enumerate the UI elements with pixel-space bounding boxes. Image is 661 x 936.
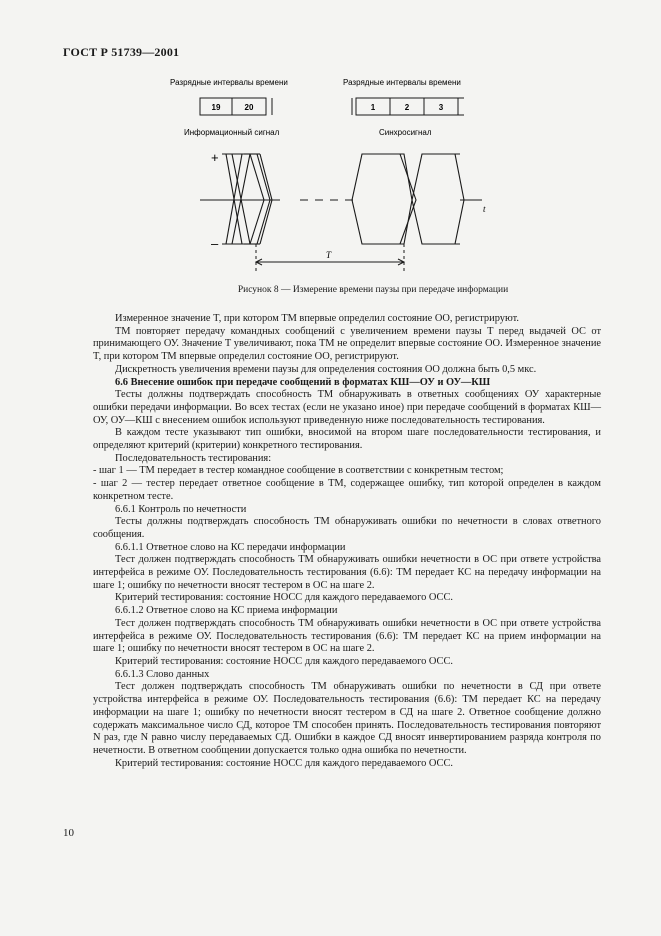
cell-label: 20 [244,103,254,112]
subsection-heading: 6.6.1.2 Ответное слово на КС приема информации [115,605,338,617]
t-interval-label: T [326,250,332,260]
cell-label: 2 [404,103,410,112]
paragraph: Измеренное значение T, при котором ТМ впервые определил состояние ОО, регистрируют. [115,313,519,324]
timing-diagram [160,72,500,282]
minus-level-label: – [211,236,219,251]
right-interval-title: Разрядные интервалы времени [343,78,461,87]
paragraph: Тест должен подтверждать способность ТМ обнаруживать ошибки нечетности в ОС при ответе устройства интерфейса в режиме ОУ. Последовательность тестирования (6.6): ТМ передает КС на передачу информации на шаге 1; ошибку по нечетности вносят тестером в ОС на шаге 2. [93,554,601,591]
info-signal-waveform [222,154,272,244]
subsection-heading: 6.6.1.1 Ответное слово на КС передачи информации [115,541,346,553]
paragraph: Тест должен подтверждать способность ТМ обнаруживать ошибки по нечетности в СД при ответе устройства интерфейса в режиме ОУ. Последовательность тестирования (6.6): ТМ передает КС на передачу информации на шаге 1; ошибку по нечетности вносят тестером в СД на шаге 2. Ответное сообщение должно содержать максимальное число СД, которое ТМ способен принять. Последовательность тестирования повторяют N раз, где N равно числу передаваемых СД. Ошибки в каждое СД вносят инвертированием разряда контроля по нечетности. В ответном сообщении допускается только одна ошибка по нечетности. [93,681,601,756]
left-interval-title: Разрядные интервалы времени [170,78,288,87]
paragraph: Критерий тестирования: состояние НОСС для каждого передаваемого ОСС. [115,655,454,667]
standard-header: ГОСТ Р 51739—2001 [63,45,180,59]
paragraph: Последовательность тестирования: [115,452,272,464]
paragraph: Критерий тестирования: состояние НОСС для каждого передаваемого ОСС. [115,592,454,604]
section-heading [93,377,601,390]
sync-signal-label: Синхросигнал [379,128,432,137]
paragraph: Критерий тестирования: состояние НОСС для каждого передаваемого ОСС. [115,757,454,769]
section-heading-text: 6.6 Внесение ошибок при передаче сообщений в форматах КШ—ОУ и ОУ—КШ [115,376,491,388]
sync-signal-waveform [352,154,464,244]
info-signal-label: Информационный сигнал [184,128,280,137]
page-number: 10 [63,827,74,839]
cell-label: 19 [211,103,221,112]
t-axis-label: t [483,204,486,214]
paragraph: Дискретность увеличения времени паузы для определения состояния ОО должна быть 0,5 мкс. [115,363,537,375]
cell-label: 3 [438,103,444,112]
paragraph: ТМ повторяет передачу командных сообщений с увеличением времени паузы T перед выдачей ОС от принимающего ОУ. Значение T увеличивают, пока ТМ не определит впервые состояние ОО. Измеренное значение T, при котором ТМ впервые определил состояние ОО, регистрируют. [93,325,601,363]
paragraph: В каждом тесте указывают тип ошибки, вносимой на втором шаге последовательности тестирования, и определяют критерий (критерии) конкретного тестирования. [93,427,601,452]
cell-label: 1 [370,103,376,112]
document-body [93,313,601,770]
paragraph: Тест должен подтверждать способность ТМ обнаруживать ошибки нечетности в ОС при ответе устройства интерфейса в режиме ОУ. Последовательность тестирования (6.6): ТМ передает КС на прием информации на шаге 1; ошибку по нечетности вносят тестером в ОС на шаге 2. [93,617,601,655]
subsection-heading: 6.6.1.3 Слово данных [115,668,210,680]
list-item: - шаг 2 — тестер передает ответное сообщение в ТМ, содержащее ошибку, тип которой определен в каждом конкретном тесте. [93,478,601,502]
timing-diagram-svg [160,72,500,282]
subsection-heading: 6.6.1 Контроль по нечетности [115,503,247,515]
plus-level-label: + [211,150,219,165]
list-item: - шаг 1 — ТМ передает в тестер командное сообщение в соответствии с конкретным тестом; [93,465,504,477]
paragraph: Тесты должны подтверждать способность ТМ обнаруживать ошибки по нечетности в словах ответного сообщения. [93,516,601,540]
figure-caption: Рисунок 8 — Измерение времени паузы при передаче информации [237,285,509,295]
paragraph: Тесты должны подтверждать способность ТМ обнаруживать в ответных сообщениях ОУ характерные ошибки передачи информации. Во всех тестах (если не указано иное) при передаче сообщений в форматах КШ—ОУ, ОУ—КШ с внесением ошибок используют приведенную ниже последовательность тестирования. [93,389,601,426]
